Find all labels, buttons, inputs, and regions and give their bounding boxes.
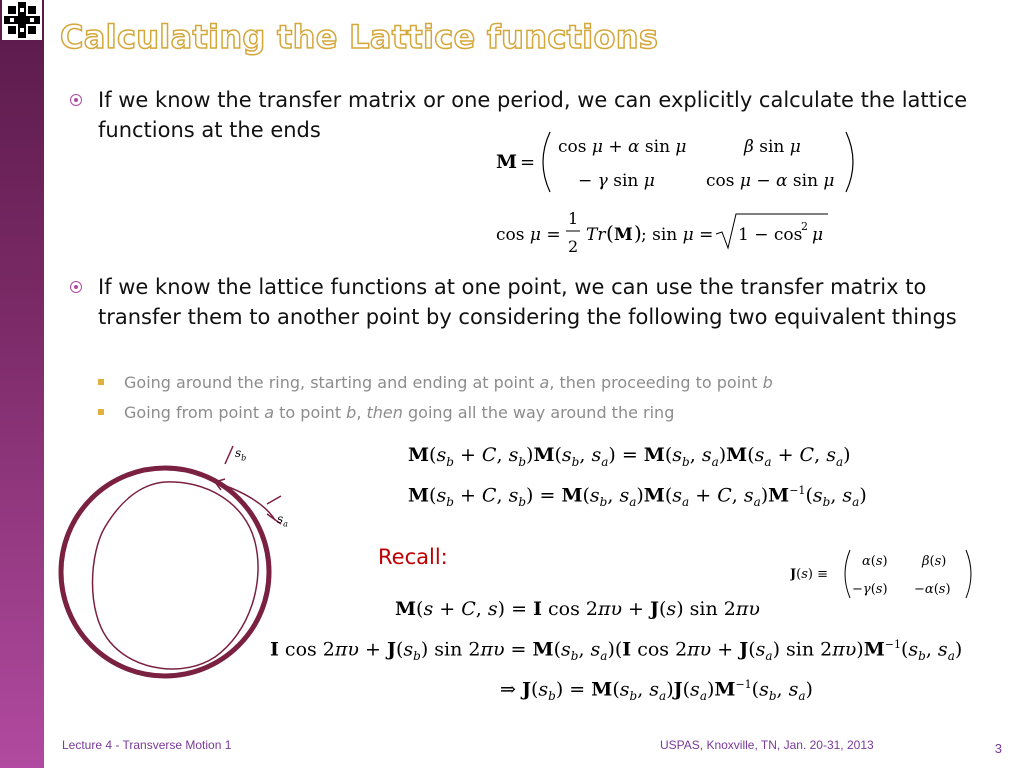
svg-text:): ): [634, 221, 642, 245]
svg-text:β(s): β(s): [922, 554, 947, 569]
svg-text:cos μ =: cos μ =: [496, 225, 561, 245]
sub-bullet-1-text: Going around the ring, starting and ending at point: [124, 373, 540, 392]
svg-text:−γ(s): −γ(s): [852, 582, 888, 597]
label-sa: $s_a$: [277, 512, 288, 529]
square-bullet-icon: [98, 409, 104, 415]
ring-diagram: [55, 432, 305, 712]
footer-venue: USPAS, Knoxville, TN, Jan. 20-31, 2013: [660, 738, 874, 752]
svg-text:β sin μ: β sin μ: [744, 137, 801, 157]
sub-bullet-2-comma: ,: [356, 403, 367, 422]
bullet-2-text: If we know the lattice functions at one point, we can use the transfer matrix to transfer them to another point by considering the following two equivalent things: [98, 275, 957, 329]
slide-sidebar: [0, 0, 44, 768]
then-word: then: [366, 403, 403, 422]
svg-text:1: 1: [568, 209, 579, 228]
sub-bullet-2: [98, 403, 674, 422]
svg-text:M: M: [614, 225, 633, 245]
j-matrix-definition: [790, 547, 980, 601]
page-number: 3: [994, 741, 1002, 756]
sub-bullet-2-text: Going from point: [124, 403, 265, 422]
equation-transfer: I $\cos 2\pi\upsilon + J(s_b)$ $\sin 2\pi\upsilon = M(s_b$, $s_a)(I$ $\cos 2\pi\upsilon + J(s_a)$ $\sin 2\pi\upsilon)M^{-1}(s_b$, $s_a$): [270, 638, 963, 664]
bullet-1-text: If we know the transfer matrix or one period, we can explicitly calculate the lattice functions at the ends: [98, 88, 968, 142]
svg-text:cos μ − α sin μ: cos μ − α sin μ: [706, 171, 835, 191]
label-sb: $s_b$: [235, 446, 247, 463]
svg-text:μ: μ: [812, 225, 824, 245]
equation-ring-1: $M(s_b + C$, $s_b)M(s_b$, $s_a) = M(s_b$, $s_a)M(s_a + C$, $s_a$): [408, 444, 851, 469]
sub-bullet-1-text-mid: , then proceeding to point: [549, 373, 763, 392]
square-bullet-icon: [98, 379, 104, 385]
equation-result: ⇒ $J(s_b) = M(s_b$, $s_a)J(s_a)M^{-1}(s_b$, $s_a$): [500, 678, 813, 704]
footer-lecture: Lecture 4 - Transverse Motion 1: [62, 738, 232, 752]
bullet-icon: [70, 94, 82, 106]
cos-mu-equation: [494, 204, 839, 260]
svg-text:2: 2: [568, 237, 579, 256]
point-b-label: b: [346, 403, 357, 422]
svg-text:α(s): α(s): [862, 554, 888, 569]
recall-label: Recall:: [378, 545, 448, 569]
svg-text:− γ sin μ: − γ sin μ: [578, 171, 655, 191]
sub-bullet-2-text-mid: to point: [274, 403, 347, 422]
svg-text:Tr: Tr: [586, 225, 606, 245]
svg-text:M: M: [496, 151, 518, 173]
svg-text:−α(s): −α(s): [914, 582, 951, 597]
fermilab-logo: [2, 0, 42, 40]
point-a-label: a: [264, 403, 275, 422]
equation-recall: M(s + C, s) = I cos 2πυ + J(s) sin 2πυ: [395, 598, 760, 620]
bullet-icon: [70, 281, 82, 293]
svg-text:2: 2: [801, 220, 808, 233]
svg-text:cos μ + α sin μ: cos μ + α sin μ: [558, 137, 687, 157]
svg-text:J(s) ≡: J(s) ≡: [790, 567, 829, 582]
marker-b: [225, 446, 233, 464]
point-b-label: b: [762, 373, 773, 392]
svg-text:(: (: [606, 221, 614, 245]
sub-bullet-2-text-post: going all the way around the ring: [402, 403, 675, 422]
slide-title: Calculating the Lattice functions: [60, 18, 659, 56]
point-a-label: a: [539, 373, 550, 392]
svg-text:1 − cos: 1 − cos: [738, 225, 803, 245]
marker-b-tick: [267, 496, 281, 504]
svg-text:; sin μ =: ; sin μ =: [641, 225, 714, 245]
matrix-m-equation: [492, 128, 862, 198]
sub-bullet-1: [98, 373, 773, 392]
bullet-2: [70, 272, 960, 332]
inner-orbit: [93, 482, 259, 669]
svg-text:=: =: [520, 152, 536, 173]
equation-ring-2: $M(s_b + C$, $s_b) = M(s_b$, $s_a)M(s_a + C$, $s_a)M^{-1}(s_b$, $s_a$): [408, 484, 867, 510]
